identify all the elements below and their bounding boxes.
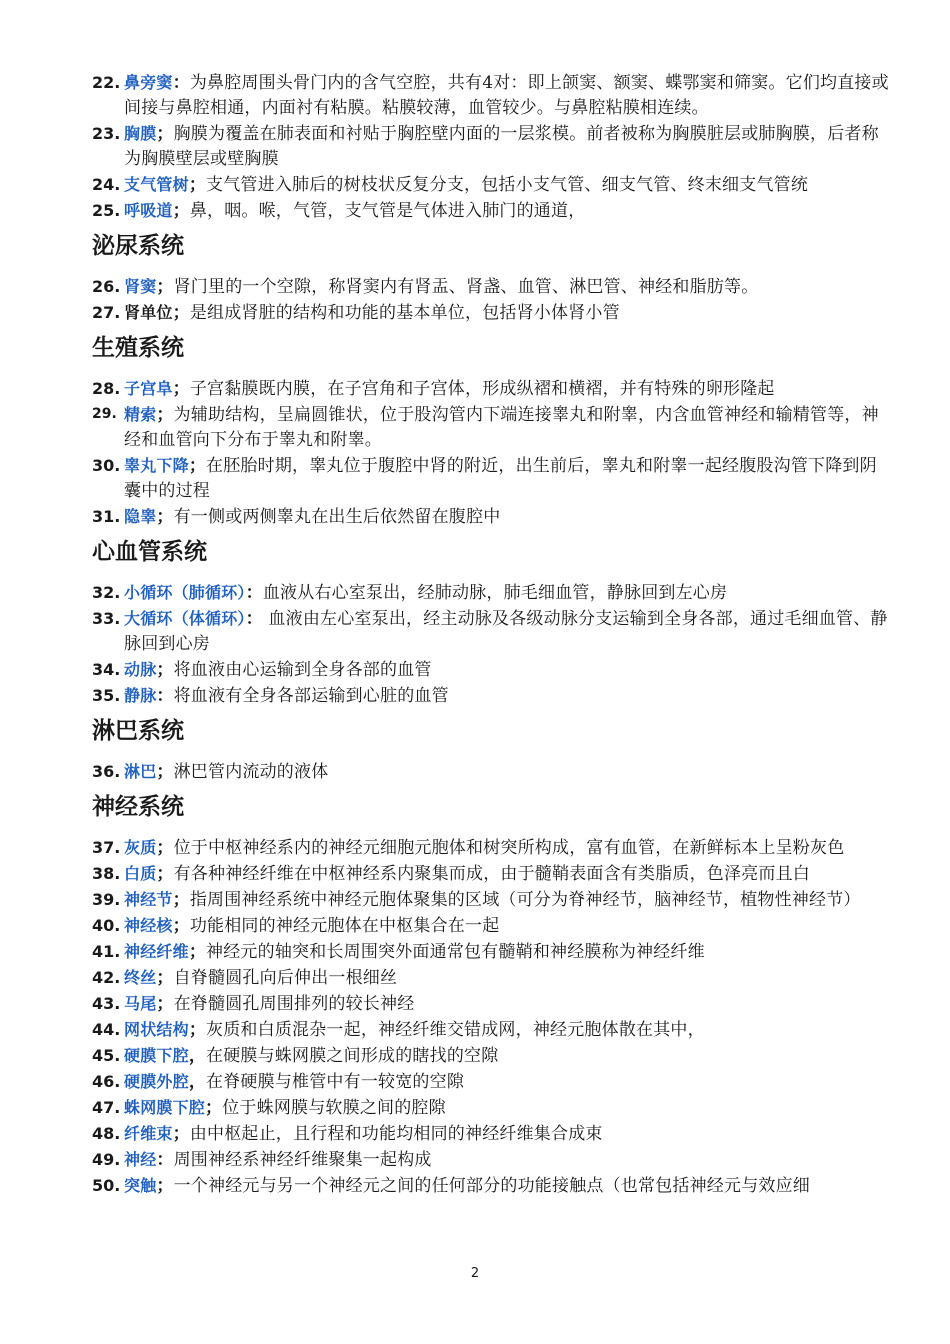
item-term: 终丝 (124, 968, 157, 987)
item-number: 43. (92, 994, 121, 1013)
item-term: 大循环（体循环） (124, 609, 246, 628)
definition-item (92, 887, 890, 913)
item-term: 灰质 (124, 838, 157, 857)
item-number: 41. (92, 942, 121, 961)
item-body (124, 965, 890, 991)
item-definition: 为鼻腔周围头骨门内的含气空腔，共有4对：即上颌窦、额窦、蝶鄂窦和筛窦。它们均直接或间接与鼻腔相通，内面衬有粘膜。粘膜较薄，血管较少。与鼻腔粘膜相连续。 (124, 73, 889, 118)
item-body (124, 274, 890, 300)
item-term: 动脉 (124, 660, 157, 679)
item-body (124, 913, 890, 939)
section-heading: 淋巴系统 (92, 718, 184, 744)
definition-item (92, 657, 890, 683)
item-body (124, 861, 890, 887)
item-separator: ； (205, 1098, 223, 1118)
item-number: 27. (92, 303, 121, 322)
item-body (124, 172, 890, 198)
item-separator: ； (188, 1020, 207, 1040)
definition-item (92, 1147, 890, 1173)
item-separator: ； (156, 507, 174, 527)
item-body (124, 657, 890, 683)
definition-item (92, 580, 890, 606)
item-term: 支气管树 (124, 175, 189, 194)
item-term: 隐睾 (124, 507, 157, 526)
item-term: 淋巴 (124, 762, 157, 781)
item-number: 31. (92, 507, 121, 526)
item-term: 小循环（肺循环） (124, 583, 246, 602)
item-definition: 由中枢起止，且行程和功能均相同的神经纤维集合成束 (189, 1124, 603, 1144)
item-body (124, 759, 890, 785)
item-term: 白质 (124, 864, 157, 883)
item-body (124, 835, 890, 861)
item-term: 子宫阜 (124, 379, 173, 398)
item-number: 39. (92, 890, 121, 909)
definition-item (92, 991, 890, 1017)
item-term: 突触 (124, 1176, 157, 1195)
item-number: 28. (92, 379, 121, 398)
definition-item (92, 1173, 890, 1199)
item-term: 神经 (124, 1150, 157, 1169)
definition-item (92, 70, 890, 121)
item-number: 26. (92, 277, 121, 296)
item-definition: 位于蛛网膜与软膜之间的腔隙 (222, 1098, 446, 1118)
item-number: 42. (92, 968, 121, 987)
document-content (92, 70, 890, 1199)
item-term: 鼻旁窦 (124, 73, 173, 92)
item-body (124, 1017, 890, 1043)
item-body (124, 121, 890, 172)
item-number: 40. (92, 916, 121, 935)
definition-item (92, 1095, 890, 1121)
item-separator: ； (156, 864, 174, 884)
item-term: 静脉 (124, 686, 157, 705)
item-separator: ； (188, 175, 207, 195)
item-definition: 神经元的轴突和长周围突外面通常包有髓鞘和神经膜称为神经纤维 (206, 942, 705, 962)
definition-item (92, 504, 890, 530)
definition-item (92, 965, 890, 991)
item-separator: ； (156, 660, 174, 680)
item-term: 马尾 (124, 994, 157, 1013)
item-separator: ； (188, 942, 207, 962)
item-definition: 肾门里的一个空隙，称肾窦内有肾盂、肾盏、血管、淋巴管、神经和脂肪等。 (173, 277, 759, 297)
item-definition: 指周围神经系统中神经元胞体聚集的区域（可分为脊神经节，脑神经节，植物性神经节） (189, 890, 861, 910)
definition-item (92, 402, 890, 453)
item-separator: ， (188, 1046, 207, 1066)
item-number: 24. (92, 175, 121, 194)
definition-item (92, 376, 890, 402)
item-number: 45. (92, 1046, 121, 1065)
definition-item (92, 121, 890, 172)
item-number: 32. (92, 583, 121, 602)
section-heading: 神经系统 (92, 794, 184, 820)
page-number: 2 (470, 1266, 480, 1281)
definition-item (92, 1043, 890, 1069)
item-number: 38. (92, 864, 121, 883)
item-body (124, 1147, 890, 1173)
item-term: 神经节 (124, 890, 173, 909)
item-term: 睾丸下降 (124, 456, 189, 475)
item-separator: ， (188, 1072, 207, 1092)
item-number: 34. (92, 660, 121, 679)
item-definition: 位于中枢神经系内的神经元细胞元胞体和树突所构成，富有血管，在新鲜标本上呈粉灰色 (173, 838, 845, 858)
item-separator: ： (245, 609, 263, 629)
item-term: 硬膜外腔 (124, 1072, 189, 1091)
item-definition: 一个神经元与另一个神经元之间的任何部分的功能接触点（也常包括神经元与效应细 (173, 1176, 811, 1196)
item-number: 47. (92, 1098, 121, 1117)
item-number: 29. (92, 406, 117, 422)
item-term: 蛛网膜下腔 (124, 1098, 206, 1117)
item-body (124, 70, 890, 121)
definition-item (92, 1017, 890, 1043)
item-definition: 将血液由心运输到全身各部的血管 (173, 660, 432, 680)
item-number: 46. (92, 1072, 121, 1091)
definition-item (92, 861, 890, 887)
item-body (124, 376, 890, 402)
item-body (124, 580, 890, 606)
item-body (124, 606, 890, 657)
item-term: 神经纤维 (124, 942, 189, 961)
item-definition: 为辅助结构，呈扁圆锥状，位于股沟管内下端连接睾丸和附睾，内含血管神经和输精管等，神经和血管向下分布于睾丸和附睾。 (124, 405, 879, 450)
item-definition: 自脊髓圆孔向后伸出一根细丝 (173, 968, 398, 988)
item-separator: ； (156, 124, 174, 144)
item-number: 37. (92, 838, 121, 857)
item-number: 49. (92, 1150, 121, 1169)
item-body (124, 991, 890, 1017)
item-separator: ； (156, 994, 174, 1014)
item-definition: 灰质和白质混杂一起，神经纤维交错成网，神经元胞体散在其中， (206, 1020, 705, 1040)
item-definition: 有各种神经纤维在中枢神经系内聚集而成，由于髓鞘表面含有类脂质，色泽亮而且白 (173, 864, 811, 884)
item-body (124, 683, 890, 709)
item-body (124, 504, 890, 530)
item-separator: ： (245, 583, 263, 603)
item-separator: ： (172, 73, 190, 93)
item-definition: 功能相同的神经元胞体在中枢集合在一起 (189, 916, 500, 936)
item-definition: 将血液有全身各部运输到心脏的血管 (173, 686, 449, 706)
item-body (124, 1095, 890, 1121)
item-body (124, 1069, 890, 1095)
item-separator: ； (172, 201, 190, 221)
item-term: 硬膜下腔 (124, 1046, 189, 1065)
item-separator: ； (156, 762, 174, 782)
item-definition: 在脊硬膜与椎管中有一较宽的空隙 (206, 1072, 465, 1092)
item-term: 肾窦 (124, 277, 157, 296)
item-number: 36. (92, 762, 121, 781)
item-number: 23. (92, 124, 121, 143)
item-definition: 有一侧或两侧睾丸在出生后依然留在腹腔中 (173, 507, 501, 527)
item-separator: ； (172, 1124, 190, 1144)
item-body (124, 300, 890, 326)
item-body (124, 453, 890, 504)
item-separator: ； (156, 838, 174, 858)
item-term: 纤维束 (124, 1124, 173, 1143)
item-definition: 在胚胎时期，睾丸位于腹腔中肾的附近，出生前后，睾丸和附睾一起经腹股沟管下降到阴囊中的过程 (124, 456, 877, 501)
item-separator: ： (156, 1150, 174, 1170)
definition-item (92, 606, 890, 657)
item-body (124, 1043, 890, 1069)
definition-item (92, 759, 890, 785)
item-number: 50. (92, 1176, 121, 1195)
item-separator: ； (156, 277, 174, 297)
definition-item (92, 274, 890, 300)
item-definition: 子宫黏膜既内膜，在子宫角和子宫体，形成纵褶和横褶，并有特殊的卵形隆起 (189, 379, 775, 399)
section-heading: 生殖系统 (92, 335, 184, 361)
item-number: 22. (92, 73, 121, 92)
item-separator: ； (172, 890, 190, 910)
item-term: 网状结构 (124, 1020, 189, 1039)
item-number: 48. (92, 1124, 121, 1143)
item-body (124, 402, 890, 453)
item-separator: ： (156, 686, 174, 706)
definition-item (92, 453, 890, 504)
item-body (124, 1173, 890, 1199)
item-term: 呼吸道 (124, 201, 173, 220)
item-definition: 在脊髓圆孔周围排列的较长神经 (173, 994, 415, 1014)
item-separator: ； (156, 405, 174, 425)
definition-item (92, 300, 890, 326)
section-heading: 泌尿系统 (92, 233, 184, 259)
item-term: 胸膜 (124, 124, 157, 143)
item-definition: 鼻，咽。喉，气管，支气管是气体进入肺门的通道， (189, 201, 586, 221)
item-term: 神经核 (124, 916, 173, 935)
item-body (124, 1121, 890, 1147)
item-separator: ； (172, 379, 190, 399)
item-term: 肾单位 (124, 303, 173, 322)
item-definition: 血液从右心室泵出，经肺动脉，肺毛细血管，静脉回到左心房 (262, 583, 728, 603)
definition-item (92, 683, 890, 709)
definition-item (92, 198, 890, 224)
section-heading: 心血管系统 (92, 539, 207, 565)
item-separator: ； (156, 1176, 174, 1196)
item-definition: 周围神经系神经纤维聚集一起构成 (173, 1150, 432, 1170)
item-number: 25. (92, 201, 121, 220)
item-number: 44. (92, 1020, 121, 1039)
item-definition: 是组成肾脏的结构和功能的基本单位，包括肾小体肾小管 (189, 303, 620, 323)
definition-item (92, 1121, 890, 1147)
item-body (124, 887, 890, 913)
item-separator: ； (172, 303, 190, 323)
definition-item (92, 939, 890, 965)
item-number: 30. (92, 456, 121, 475)
item-definition: 血液由左心室泵出，经主动脉及各级动脉分支运输到全身各部，通过毛细血管、静脉回到心房 (124, 609, 888, 654)
item-definition: 胸膜为覆盖在肺表面和衬贴于胸腔壁内面的一层浆模。前者被称为胸膜脏层或肺胸膜，后者称为胸膜壁层或壁胸膜 (124, 124, 879, 169)
definition-item (92, 172, 890, 198)
item-definition: 在硬膜与蛛网膜之间形成的瞎找的空隙 (206, 1046, 499, 1066)
item-definition: 淋巴管内流动的液体 (173, 762, 329, 782)
item-separator: ； (188, 456, 207, 476)
definition-item (92, 835, 890, 861)
item-number: 35. (92, 686, 121, 705)
definition-item (92, 1069, 890, 1095)
item-separator: ； (156, 968, 174, 988)
item-body (124, 939, 890, 965)
item-definition: 支气管进入肺后的树枝状反复分支，包括小支气管、细支气管、终末细支气管统 (206, 175, 809, 195)
item-number: 33. (92, 609, 121, 628)
definition-item (92, 913, 890, 939)
item-separator: ； (172, 916, 190, 936)
item-term: 精索 (124, 405, 157, 424)
item-body (124, 198, 890, 224)
